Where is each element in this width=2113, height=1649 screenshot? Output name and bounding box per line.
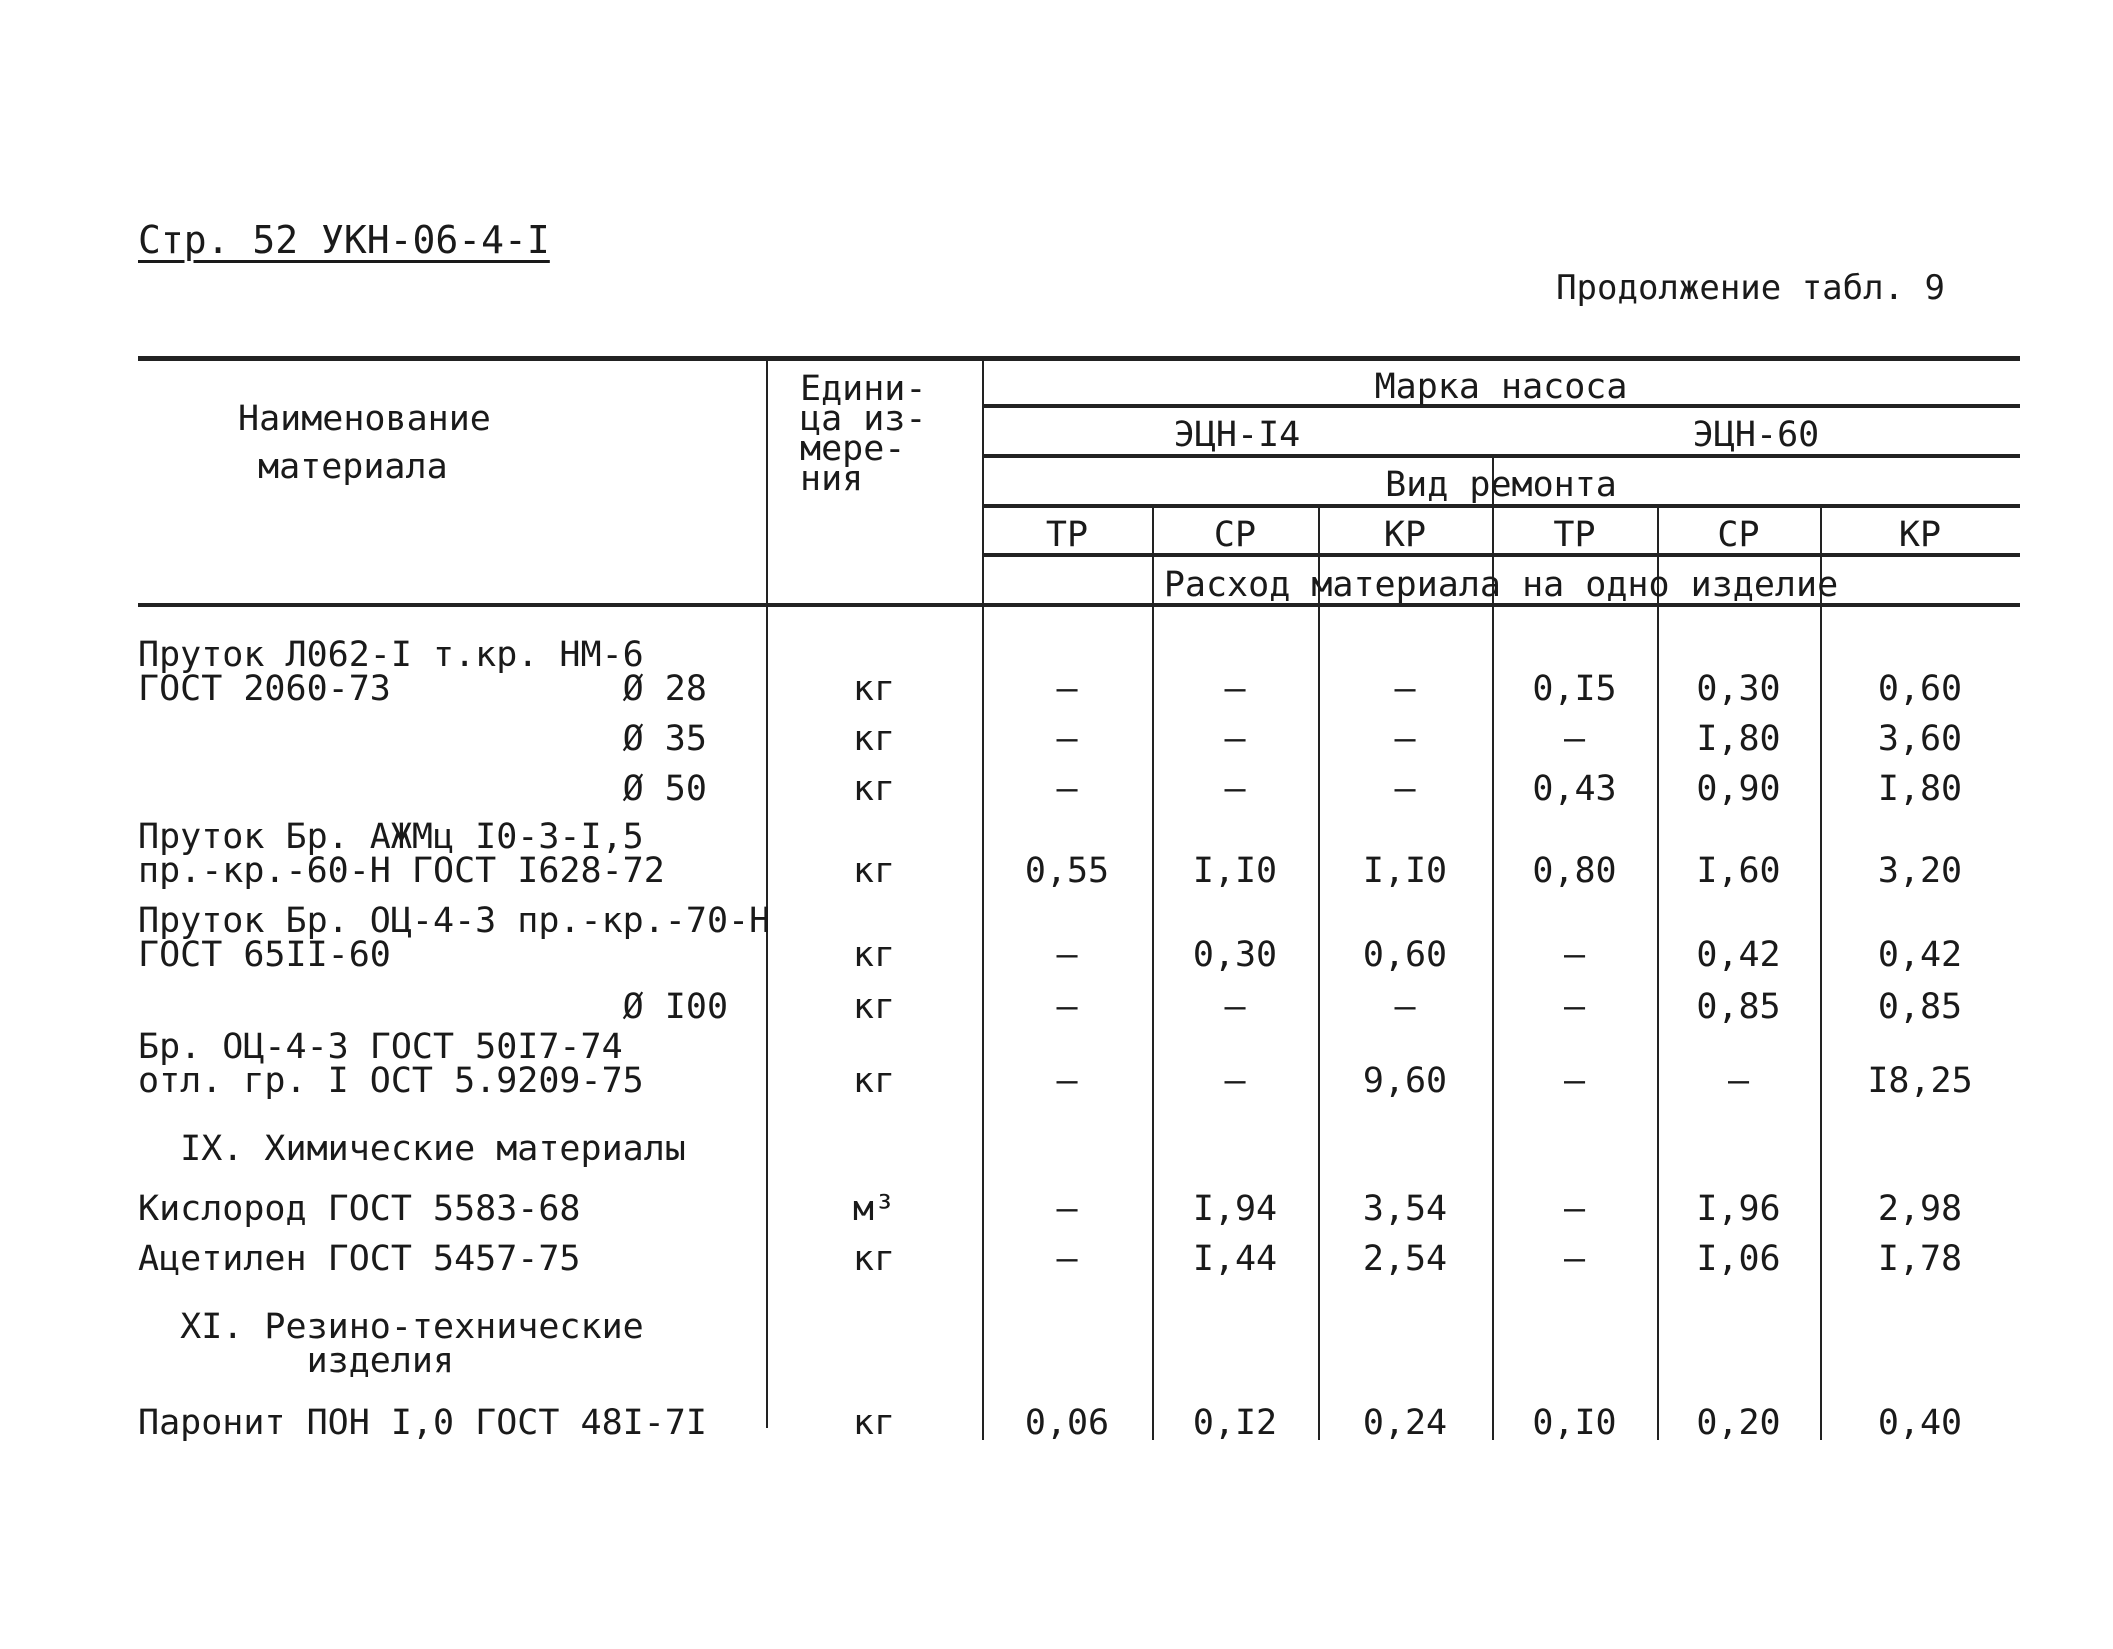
value-cell: I8,25 [1867, 1061, 1973, 1101]
value-cell: – [1563, 1061, 1586, 1101]
unit-header: ния [800, 459, 864, 499]
value-cell: – [1056, 1239, 1078, 1279]
material-name: изделия [138, 1341, 455, 1381]
value-cell: – [1056, 1061, 1078, 1101]
consumption-header: Расход материала на одно изделие [1163, 565, 1839, 605]
value-cell: – [1056, 719, 1078, 759]
repair-type-rule [982, 553, 2020, 557]
value-cell: I,94 [1192, 1189, 1278, 1229]
repair-code: СР [1717, 515, 1760, 555]
unit-cell: кг [852, 935, 896, 975]
value-cell: I,I0 [1192, 851, 1278, 891]
value-cell: 0,I0 [1532, 1403, 1617, 1443]
value-cell: 0,42 [1877, 935, 1963, 975]
value-cell: – [1727, 1061, 1750, 1101]
value-cell: – [1056, 987, 1078, 1027]
value-cell: 0,20 [1696, 1403, 1781, 1443]
unit-cell: м³ [852, 1189, 896, 1229]
pump-rule [982, 454, 2020, 458]
unit-cell: кг [852, 719, 896, 759]
value-cell: 3,20 [1877, 851, 1963, 891]
pump-name: ЭЦН-60 [1692, 415, 1820, 455]
material-name: Паронит ПОН I,0 ГОСТ 48I-7I [138, 1403, 707, 1443]
value-cell: 0,80 [1532, 851, 1617, 891]
value-cell: – [1563, 1239, 1586, 1279]
value-cell: 0,I2 [1192, 1403, 1278, 1443]
material-name: Ø 35 [138, 719, 707, 759]
value-cell: I,78 [1877, 1239, 1963, 1279]
value-cell: – [1563, 719, 1586, 759]
value-cell: – [1224, 669, 1246, 709]
value-cell: 0,06 [1024, 1403, 1110, 1443]
value-cell: – [1563, 935, 1586, 975]
value-cell: I,96 [1696, 1189, 1781, 1229]
value-cell: 0,85 [1877, 987, 1963, 1027]
value-cell: 3,60 [1877, 719, 1963, 759]
material-name: Пруток Бр. АЖМц I0-3-I,5 [138, 817, 644, 857]
table-top-rule [138, 356, 2020, 361]
material-name: Пруток Бр. ОЦ-4-3 пр.-кр.-70-Н [138, 901, 771, 941]
value-column-rule [1152, 504, 1154, 1440]
name-header: материала [258, 447, 448, 487]
value-cell: 2,98 [1877, 1189, 1963, 1229]
material-name: отл. гр. I ОСТ 5.9209-75 [138, 1061, 644, 1101]
material-name: ГОСТ 2060-73 Ø 28 [138, 669, 707, 709]
value-cell: I,80 [1696, 719, 1781, 759]
unit-cell: кг [852, 987, 896, 1027]
value-cell: 0,60 [1877, 669, 1963, 709]
value-cell: – [1224, 719, 1246, 759]
unit-cell: кг [852, 1239, 896, 1279]
value-cell: 0,I5 [1532, 669, 1617, 709]
value-cell: 0,24 [1362, 1403, 1448, 1443]
value-column-rule [1492, 504, 1494, 1440]
repair-code: ТР [1553, 515, 1596, 555]
material-name: Ø I00 [138, 987, 729, 1027]
repair-type-header: Вид ремонта [1385, 465, 1617, 505]
value-cell: 0,90 [1696, 769, 1781, 809]
value-cell: – [1224, 769, 1246, 809]
unit-cell: кг [852, 669, 896, 709]
value-cell: I,I0 [1362, 851, 1448, 891]
unit-cell: кг [852, 1061, 896, 1101]
value-cell: I,06 [1696, 1239, 1781, 1279]
value-column-rule [1318, 504, 1320, 1440]
value-cell: 3,54 [1362, 1189, 1448, 1229]
value-cell: – [1563, 987, 1586, 1027]
unit-header: Едини- [800, 369, 927, 409]
value-cell: I,44 [1192, 1239, 1278, 1279]
material-name: IX. Химические материалы [138, 1129, 686, 1169]
value-cell: 0,40 [1877, 1403, 1963, 1443]
pump-name: ЭЦН-I4 [1173, 415, 1301, 455]
value-cell: 0,30 [1192, 935, 1278, 975]
value-cell: – [1224, 1061, 1246, 1101]
material-name: Ацетилен ГОСТ 5457-75 [138, 1239, 581, 1279]
material-name: Ø 50 [138, 769, 707, 809]
material-name: пр.-кр.-60-Н ГОСТ I628-72 [138, 851, 665, 891]
value-cell: 0,30 [1696, 669, 1781, 709]
material-name: Пруток Л062-I т.кр. НМ-6 [138, 635, 644, 675]
value-cell: – [1056, 935, 1078, 975]
repair-code: КР [1898, 515, 1942, 555]
unit-cell: кг [852, 769, 896, 809]
value-cell: – [1394, 769, 1416, 809]
material-name: ГОСТ 65II-60 [138, 935, 391, 975]
table-continuation-label: Продолжение табл. 9 [1556, 268, 1945, 308]
value-cell: I,80 [1877, 769, 1963, 809]
repair-code: ТР [1045, 515, 1089, 555]
value-cell: 9,60 [1362, 1061, 1448, 1101]
unit-header: ца из- [800, 399, 927, 439]
page-reference: Стр. 52 УКН-06-4-I [138, 218, 550, 262]
unit-header: мере- [800, 429, 906, 469]
name-header: Наименование [238, 399, 491, 439]
value-cell: – [1056, 769, 1078, 809]
unit-cell: кг [852, 851, 896, 891]
value-cell: – [1394, 987, 1416, 1027]
value-cell: – [1056, 669, 1078, 709]
unit-cell: кг [852, 1403, 896, 1443]
value-cell: – [1563, 1189, 1586, 1229]
value-cell: – [1056, 1189, 1078, 1229]
value-cell: 0,85 [1696, 987, 1781, 1027]
value-cell: 2,54 [1362, 1239, 1448, 1279]
repair-code: КР [1383, 515, 1427, 555]
value-cell: – [1224, 987, 1246, 1027]
repair-code: СР [1213, 515, 1257, 555]
value-cell: – [1394, 719, 1416, 759]
pump-brand-header: Марка насоса [1374, 367, 1628, 407]
value-cell: 0,42 [1696, 935, 1781, 975]
value-column-rule [1820, 504, 1822, 1440]
material-name: Бр. ОЦ-4-3 ГОСТ 50I7-74 [138, 1027, 623, 1067]
value-column-rule [1657, 504, 1659, 1440]
value-cell: – [1394, 669, 1416, 709]
value-cell: 0,43 [1532, 769, 1617, 809]
value-cell: 0,55 [1024, 851, 1110, 891]
value-cell: I,60 [1696, 851, 1781, 891]
value-cell: 0,60 [1362, 935, 1448, 975]
material-name: XI. Резино-технические [138, 1307, 644, 1347]
material-name: Кислород ГОСТ 5583-68 [138, 1189, 581, 1229]
